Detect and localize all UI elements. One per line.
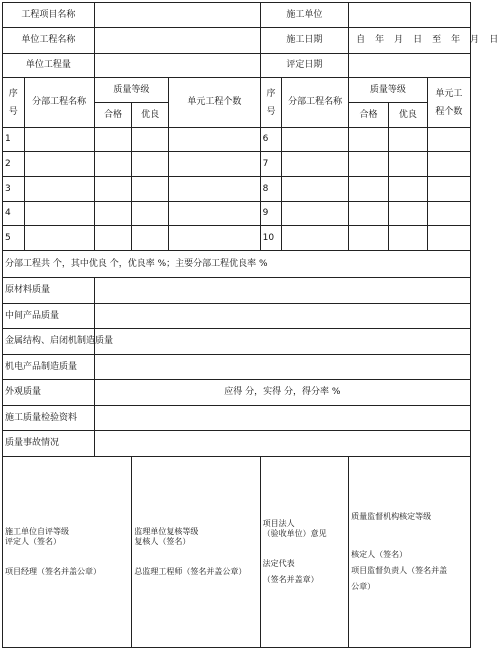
evaluation-table xyxy=(2,2,499,648)
quality-item-row xyxy=(3,329,471,355)
construction-unit-field[interactable] xyxy=(349,3,471,28)
signature-title: 监理单位复核等级 xyxy=(134,527,199,536)
unit-count-cell[interactable] xyxy=(169,202,261,226)
contractor-signature-block[interactable] xyxy=(3,457,132,648)
row-number: 5 xyxy=(3,226,25,251)
unit-count-line: 程个数 xyxy=(435,106,463,117)
construction-date-label: 施工日期 xyxy=(260,28,348,54)
supervision-agency-signature-block[interactable] xyxy=(349,457,471,648)
excellent-cell[interactable] xyxy=(132,177,169,202)
excellent-cell[interactable] xyxy=(132,128,169,152)
row-number: 3 xyxy=(3,177,25,202)
signature-line: （验收单位）意见 xyxy=(262,529,327,538)
quality-item-row xyxy=(3,355,471,380)
qualified-cell[interactable] xyxy=(94,152,132,177)
quality-item-value[interactable] xyxy=(94,304,470,329)
excellent-cell[interactable] xyxy=(388,202,427,226)
unit-count-header-left: 单元工程个数 xyxy=(169,78,261,128)
quality-item-row xyxy=(3,278,471,304)
signature-line: 核定人（签名） xyxy=(351,550,408,559)
date-part: 月 xyxy=(470,35,480,45)
excellent-header-right: 优良 xyxy=(388,103,427,128)
sub-project-cell[interactable] xyxy=(282,177,349,202)
appearance-score-field[interactable]: 应得 分，实得 分，得分率 % xyxy=(94,380,470,406)
sub-project-cell[interactable] xyxy=(282,226,349,251)
seq-header-char: 号 xyxy=(266,106,276,117)
unit-count-cell[interactable] xyxy=(427,152,470,177)
quality-item-row xyxy=(3,406,471,431)
seq-header-char: 号 xyxy=(8,106,18,117)
quality-item-label: 中间产品质量 xyxy=(3,304,95,329)
date-part: 日 xyxy=(413,35,423,45)
form-sheet xyxy=(2,2,499,648)
qualified-cell[interactable] xyxy=(349,226,389,251)
excellent-cell[interactable] xyxy=(388,152,427,177)
quality-item-value[interactable] xyxy=(94,329,470,355)
row-number: 10 xyxy=(260,226,282,251)
signature-line: 项目经理（签名并盖公章） xyxy=(5,567,101,576)
unit-quantity-label: 单位工程量 xyxy=(3,54,95,78)
sub-project-cell[interactable] xyxy=(282,202,349,226)
quality-item-label: 机电产品制造质量 xyxy=(3,355,95,380)
unit-count-cell[interactable] xyxy=(427,128,470,152)
seq-header-right xyxy=(260,78,282,128)
summary-row xyxy=(3,251,471,278)
quality-item-label: 外观质量 xyxy=(3,380,95,406)
excellent-header-left: 优良 xyxy=(132,103,169,128)
summary-text[interactable]: 分部工程共 个，其中优良 个，优良率 %；主要分部工程优良率 % xyxy=(3,251,471,278)
header-row-1 xyxy=(3,3,471,28)
column-header-row-1 xyxy=(3,78,471,103)
signature-title: 质量监督机构核定等级 xyxy=(351,512,432,521)
sub-project-header-right: 分部工程名称 xyxy=(282,78,349,128)
excellent-cell[interactable] xyxy=(388,226,427,251)
signature-row xyxy=(3,457,471,648)
qualified-cell[interactable] xyxy=(349,128,389,152)
project-name-field[interactable] xyxy=(94,3,260,28)
project-name-label: 工程项目名称 xyxy=(3,3,95,28)
quality-item-row xyxy=(3,304,471,329)
table-row xyxy=(3,128,471,152)
row-number: 9 xyxy=(260,202,282,226)
seq-header-char: 序 xyxy=(266,88,276,99)
qualified-cell[interactable] xyxy=(94,202,132,226)
rating-date-label: 评定日期 xyxy=(260,54,348,78)
excellent-cell[interactable] xyxy=(132,226,169,251)
quality-grade-header-left: 质量等级 xyxy=(94,78,168,103)
date-part: 年 xyxy=(451,35,461,45)
signature-line: 总监理工程师（签名并盖公章） xyxy=(134,567,247,576)
unit-project-field[interactable] xyxy=(94,28,260,54)
quality-item-value[interactable] xyxy=(94,355,470,380)
qualified-cell[interactable] xyxy=(349,152,389,177)
date-part: 自 xyxy=(356,35,366,45)
qualified-cell[interactable] xyxy=(349,202,389,226)
qualified-cell[interactable] xyxy=(94,128,132,152)
row-number: 4 xyxy=(3,202,25,226)
unit-quantity-field[interactable] xyxy=(94,54,260,78)
quality-item-row xyxy=(3,431,471,457)
sub-project-cell[interactable] xyxy=(24,152,94,177)
seq-header-char: 序 xyxy=(8,88,18,99)
owner-signature-block[interactable] xyxy=(260,457,348,648)
signature-line: 复核人（签名） xyxy=(134,537,191,546)
signature-title: 项目法人 xyxy=(262,519,295,528)
table-row xyxy=(3,202,471,226)
excellent-cell[interactable] xyxy=(388,177,427,202)
row-number: 2 xyxy=(3,152,25,177)
signature-line: 法定代表 xyxy=(262,559,295,568)
table-row xyxy=(3,226,471,251)
unit-count-cell[interactable] xyxy=(427,226,470,251)
excellent-cell[interactable] xyxy=(132,202,169,226)
sub-project-cell[interactable] xyxy=(282,128,349,152)
supervisor-signature-block[interactable] xyxy=(132,457,260,648)
header-row-2 xyxy=(3,28,471,54)
table-row xyxy=(3,177,471,202)
row-number: 8 xyxy=(260,177,282,202)
sub-project-cell[interactable] xyxy=(24,128,94,152)
unit-count-cell[interactable] xyxy=(169,177,261,202)
signature-line: 项目监督负责人（签名并盖 xyxy=(351,566,448,575)
signature-title: 施工单位自评等级 xyxy=(5,527,69,536)
qualified-cell[interactable] xyxy=(94,177,132,202)
signature-line: （签名并盖章） xyxy=(262,575,319,584)
header-row-3 xyxy=(3,54,471,78)
unit-count-cell[interactable] xyxy=(427,202,470,226)
quality-item-label: 质量事故情况 xyxy=(3,431,95,457)
row-number: 1 xyxy=(3,128,25,152)
row-number: 7 xyxy=(260,152,282,177)
sub-project-cell[interactable] xyxy=(24,177,94,202)
unit-count-cell[interactable] xyxy=(427,177,470,202)
quality-item-value[interactable] xyxy=(94,278,470,304)
rating-date-field[interactable] xyxy=(349,54,471,78)
qualified-header-right: 合格 xyxy=(349,103,389,128)
quality-item-label: 原材料质量 xyxy=(3,278,95,304)
sub-project-cell[interactable] xyxy=(24,202,94,226)
sub-project-cell[interactable] xyxy=(282,152,349,177)
unit-count-cell[interactable] xyxy=(169,128,261,152)
date-part: 日 xyxy=(489,35,499,45)
signature-line: 公章） xyxy=(351,582,376,591)
construction-date-field[interactable] xyxy=(349,28,499,54)
table-row xyxy=(3,152,471,177)
unit-count-line: 单元工 xyxy=(435,88,463,99)
unit-count-cell[interactable] xyxy=(169,226,261,251)
qualified-header-left: 合格 xyxy=(94,103,132,128)
construction-unit-label: 施工单位 xyxy=(260,3,348,28)
signature-line: 评定人（签名） xyxy=(5,537,61,546)
sub-project-cell[interactable] xyxy=(24,226,94,251)
unit-count-header-right xyxy=(427,78,470,128)
row-number: 6 xyxy=(260,128,282,152)
quality-grade-header-right: 质量等级 xyxy=(349,78,428,103)
date-part: 月 xyxy=(394,35,404,45)
excellent-cell[interactable] xyxy=(388,128,427,152)
qualified-cell[interactable] xyxy=(349,177,389,202)
qualified-cell[interactable] xyxy=(94,226,132,251)
quality-item-label: 金属结构、启闭机制造质量 xyxy=(3,329,95,355)
quality-item-row xyxy=(3,380,471,406)
date-part: 年 xyxy=(375,35,385,45)
quality-item-label: 施工质量检验资料 xyxy=(3,406,95,431)
excellent-cell[interactable] xyxy=(132,152,169,177)
unit-count-cell[interactable] xyxy=(169,152,261,177)
quality-item-value[interactable] xyxy=(94,406,470,431)
date-part: 至 xyxy=(432,35,442,45)
seq-header-left xyxy=(3,78,25,128)
unit-project-label: 单位工程名称 xyxy=(3,28,95,54)
sub-project-header-left: 分部工程名称 xyxy=(24,78,94,128)
quality-item-value[interactable] xyxy=(94,431,470,457)
